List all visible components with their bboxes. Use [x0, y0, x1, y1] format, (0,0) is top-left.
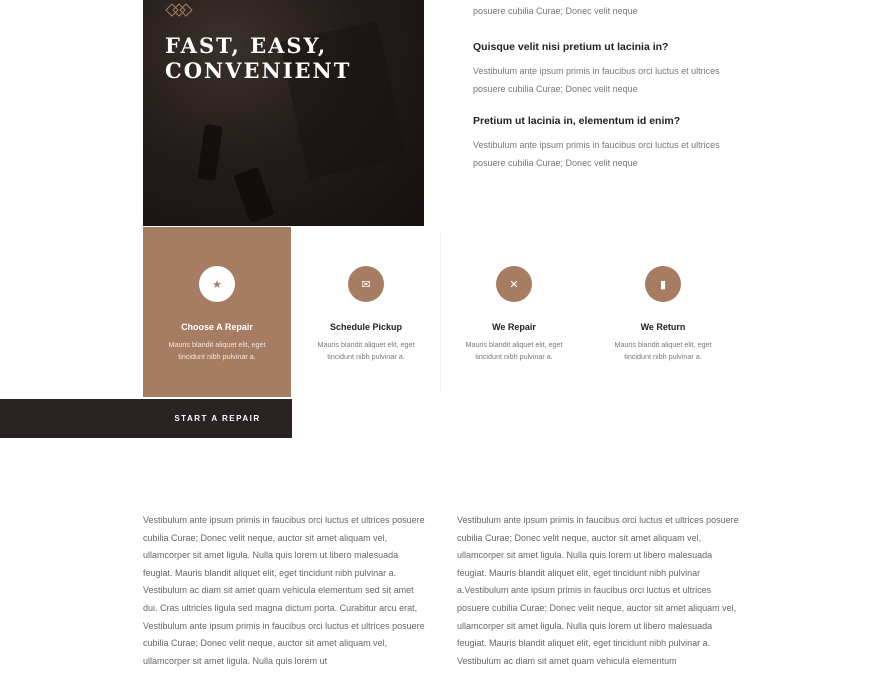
hero-tool-shape [197, 124, 222, 181]
step-title: Choose A Repair [181, 322, 253, 332]
faq-question: Quisque velit nisi pretium ut lacinia in? [473, 41, 669, 53]
faq-question: Pretium ut lacinia in, elementum id enim? [473, 115, 681, 127]
diamond-logo-icon [165, 2, 195, 18]
step-choose-repair[interactable] [143, 227, 291, 397]
start-repair-button[interactable]: START A REPAIR [174, 414, 261, 423]
step-title: Schedule Pickup [329, 322, 403, 332]
body-text-left: Vestibulum ante ipsum primis in faucibus orci luctus et ultrices posuere cubilia Curae; Donec velit neque, auctor sit amet aliquam vel, ullamcorper sit amet ligula. Nulla quis lorem ut libero malesuada feugiat. Mauris blandit aliquet elit, eget tincidunt nibh pulvinar a. Vestibulum ac diam sit amet quam vehicula elementum sed sit amet dui. Cras ultricies ligula sed magna dictum porta. Curabitur arcu erat, Vestibulum ante ipsum primis in faucibus orci luctus et ultrices posuere cubilia Curae; Donec velit neque, auctor sit amet aliquam vel, ullamcorper sit amet ligula. Nulla quis lorem ut [143, 515, 425, 666]
faq-item [473, 41, 743, 98]
bag-icon: ▮ [645, 266, 681, 302]
step-title: We Return [640, 322, 686, 332]
cta-bar [0, 399, 292, 438]
step-we-return[interactable] [589, 227, 737, 397]
star-icon: ★ [199, 266, 235, 302]
hero-title [165, 33, 415, 83]
step-description: Mauris blandit aliquet elit, eget tincidunt nibh pulvinar a. [465, 340, 563, 361]
faq-answer: Vestibulum ante ipsum primis in faucibus orci luctus et ultrices posuere cubilia Curae; Donec velit neque [473, 140, 720, 168]
faq-answer: Vestibulum ante ipsum primis in faucibus orci luctus et ultrices posuere cubilia Curae; Donec velit neque [473, 66, 720, 94]
faq-answer: posuere cubilia Curae; Donec velit neque [473, 6, 638, 16]
step-we-repair[interactable] [440, 227, 588, 397]
step-description: Mauris blandit aliquet elit, eget tincidunt nibh pulvinar a. [317, 340, 415, 361]
step-description: Mauris blandit aliquet elit, eget tincidunt nibh pulvinar a. [168, 340, 266, 361]
hero-image [143, 0, 424, 226]
tools-icon: ✕ [496, 266, 532, 302]
hero-tool-shape [233, 167, 275, 223]
hero-title-line-2: CONVENIENT [165, 58, 352, 83]
faq-item [473, 115, 743, 172]
envelope-icon: ✉ [348, 266, 384, 302]
step-description: Mauris blandit aliquet elit, eget tincidunt nibh pulvinar a. [614, 340, 712, 361]
hero-title-line-1: FAST, EASY, [165, 33, 328, 58]
body-text-right: Vestibulum ante ipsum primis in faucibus orci luctus et ultrices posuere cubilia Curae; Donec velit neque, auctor sit amet aliquam vel, ullamcorper sit amet ligula. Nulla quis lorem ut libero malesuada feugiat. Mauris blandit aliquet elit, eget tincidunt nibh pulvinar a.Vestibulum ante ipsum primis in faucibus orci luctus et ultrices posuere cubilia Curae; Donec velit neque, auctor sit amet aliquam vel, ullamcorper sit amet ligula. Nulla quis lorem ut libero malesuada feugiat. Mauris blandit aliquet elit, eget tincidunt nibh pulvinar a. Vestibulum ac diam sit amet quam vehicula elementum [457, 515, 739, 666]
step-schedule-pickup[interactable] [292, 227, 440, 397]
faq-item [473, 2, 743, 20]
step-title: We Repair [492, 322, 536, 332]
